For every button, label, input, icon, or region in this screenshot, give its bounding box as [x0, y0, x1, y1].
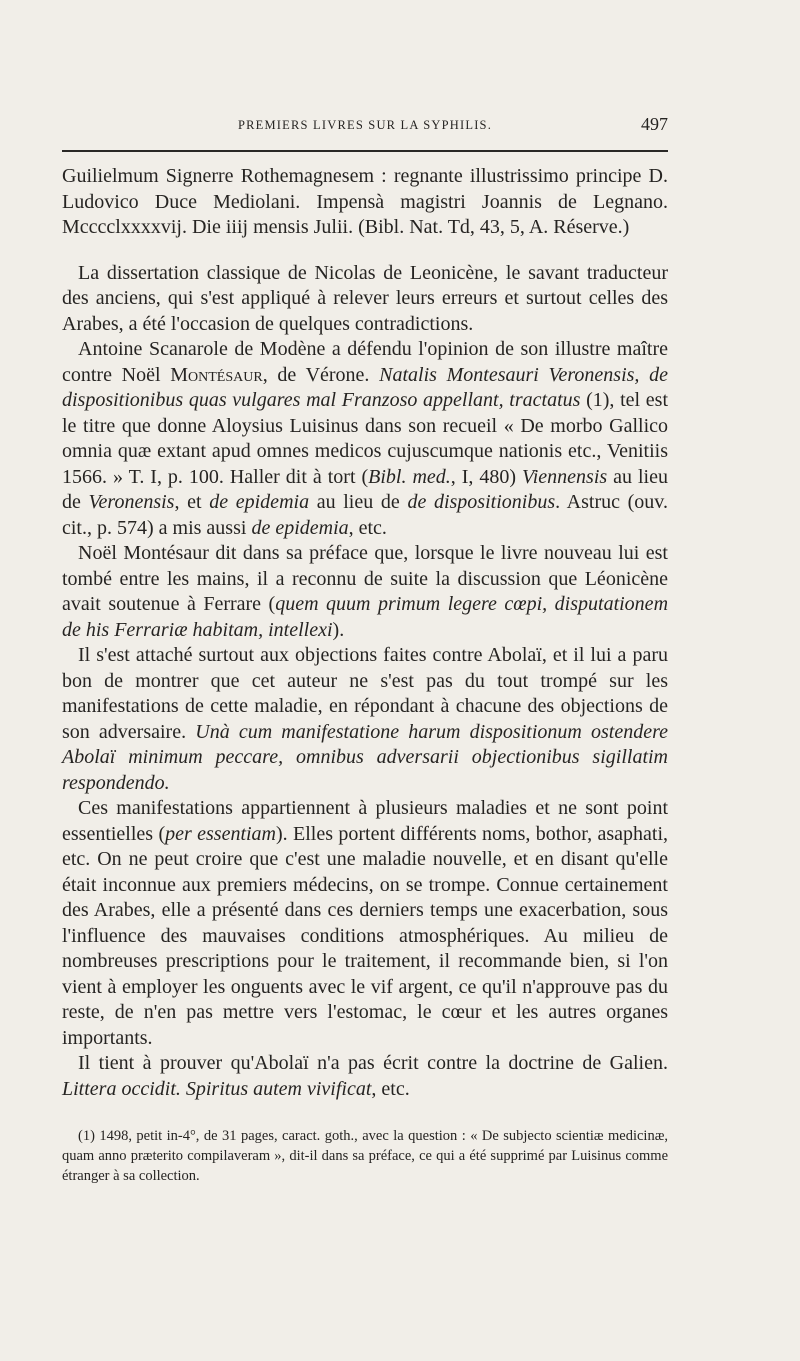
text-run: au lieu de: [309, 491, 408, 513]
text-run: (1), tel est le titre que donne Aloysius Luisinus dans son recueil « De morbo Gallico omnia quæ extant apud omnes medicos cujuscumque nationis etc., Venitiis 1566. » T. I, p. 100. Haller dit à tort (: [62, 389, 668, 488]
text-run: Il tient à prouver qu'Abolaï n'a pas écrit contre la doctrine de Galien.: [78, 1052, 668, 1074]
text-run: Antoine Scanarole de Modène a défendu l'opinion de son illustre maître contre Noël: [62, 338, 668, 386]
text-run: au lieu de: [62, 465, 668, 513]
paragraph-galien: [62, 1051, 668, 1102]
paragraph-abolai: [62, 643, 668, 796]
text-run: . Astruc (ouv. cit., p. 574) a mis aussi: [62, 491, 668, 539]
term-italic: de epidemia: [209, 491, 310, 513]
page-number: 497: [641, 114, 668, 134]
latin-quote: Unà cum manifestatione harum dispositionum ostendere Abolaï minimum peccare, omnibus adversarii objectionibus sigillatim respondendo.: [62, 720, 668, 794]
text-run: , etc.: [348, 516, 387, 539]
running-title: PREMIERS LIVRES SUR LA SYPHILIS.: [237, 118, 493, 132]
latin-quote: per essentiam: [165, 822, 277, 845]
text-run: ).: [332, 618, 345, 641]
text-run: , I, 480): [450, 465, 522, 488]
text-run: , et: [174, 491, 210, 513]
book-title: Natalis Montesauri Veronensis, de dispositionibus quas vulgares mal Franzoso appellant, tractatus: [62, 363, 668, 411]
term-italic: Viennensis: [522, 465, 608, 488]
text-run: , de Vérone.: [262, 363, 380, 386]
author-name: Montésaur: [170, 363, 263, 386]
text-run: ). Elles portent différents noms, bothor, asaphati, etc. On ne peut croire que c'est une maladie nouvelle, et en disant qu'elle était inconnue aux premiers médecins, on se trompe. Connue certainement des Arabes, elle a présenté dans ces derniers temps une exacerbation, sous l'influence des mauvaises conditions atmosphériques. Au milieu de nombreuses prescriptions pour le traitement, il recommande bien, si l'on vient à employer les onguents avec le vif argent, ce qu'il n'approuve pas du reste, de n'en pas mettre vers l'estomac, le cœur et les autres organes importants.: [62, 822, 669, 1049]
header-rule: [62, 150, 668, 152]
reference-italic: Bibl. med.: [368, 465, 451, 488]
running-header: [62, 114, 668, 138]
latin-quote: quem quum primum legere cœpi, disputationem de his Ferrariæ habitam, intellexi: [62, 593, 669, 641]
paragraph-citation-text: Guilielmum Signerre Rothemagnesem : regnante illustrissimo principe D. Ludovico Duce Mediolani. Impensà magistri Joannis de Legnano. Mcccclxxxxvij. Die iiij mensis Julii. (Bibl. Nat. Td, 43, 5, A. Réserve.): [62, 165, 668, 238]
paragraph-preface: [62, 541, 668, 643]
body-text: [62, 164, 668, 1102]
term-italic: Veronensis: [88, 491, 175, 513]
paragraph-leonicene: [62, 261, 668, 338]
text-run: , etc.: [371, 1077, 410, 1100]
latin-quote: Littera occidit. Spiritus autem vivificat: [62, 1077, 372, 1100]
footnote-text: (1) 1498, petit in-4°, de 31 pages, caract. goth., avec la question : « De subjecto scientiæ medicinæ, quam anno præterito compilaveram », dit-il dans sa préface, ce qui a été supprimé par Luisinus comme étranger à sa collection.: [62, 1128, 668, 1184]
term-italic: de dispositionibus: [407, 491, 556, 513]
paragraph-scanarole: [62, 337, 668, 541]
term-italic: de epidemia: [251, 516, 349, 539]
paragraph-leonicene-text: La dissertation classique de Nicolas de Leonicène, le savant traducteur des anciens, qui s'est appliqué à relever leurs erreurs et surtout celles des Arabes, a été l'occasion de quelques contradictions.: [62, 261, 668, 335]
paragraph-citation: [62, 164, 668, 241]
footnote: [62, 1126, 668, 1186]
text-run: Il s'est attaché surtout aux objections faites contre Abolaï, et il lui a paru bon de montrer que cet auteur ne s'est pas du tout trompé sur les manifestations de cette maladie, en répondant à chacune des objections de son adversaire.: [62, 644, 668, 743]
text-run: Noël Montésaur dit dans sa préface que, lorsque le livre nouveau lui est tombé entre les mains, il a reconnu de suite la discussion que Léonicène avait soutenue à Ferrare (: [62, 542, 668, 615]
paragraph-manifestations: [62, 796, 668, 1051]
text-run: Ces manifestations appartiennent à plusieurs maladies et ne sont point essentielles (: [62, 797, 668, 845]
